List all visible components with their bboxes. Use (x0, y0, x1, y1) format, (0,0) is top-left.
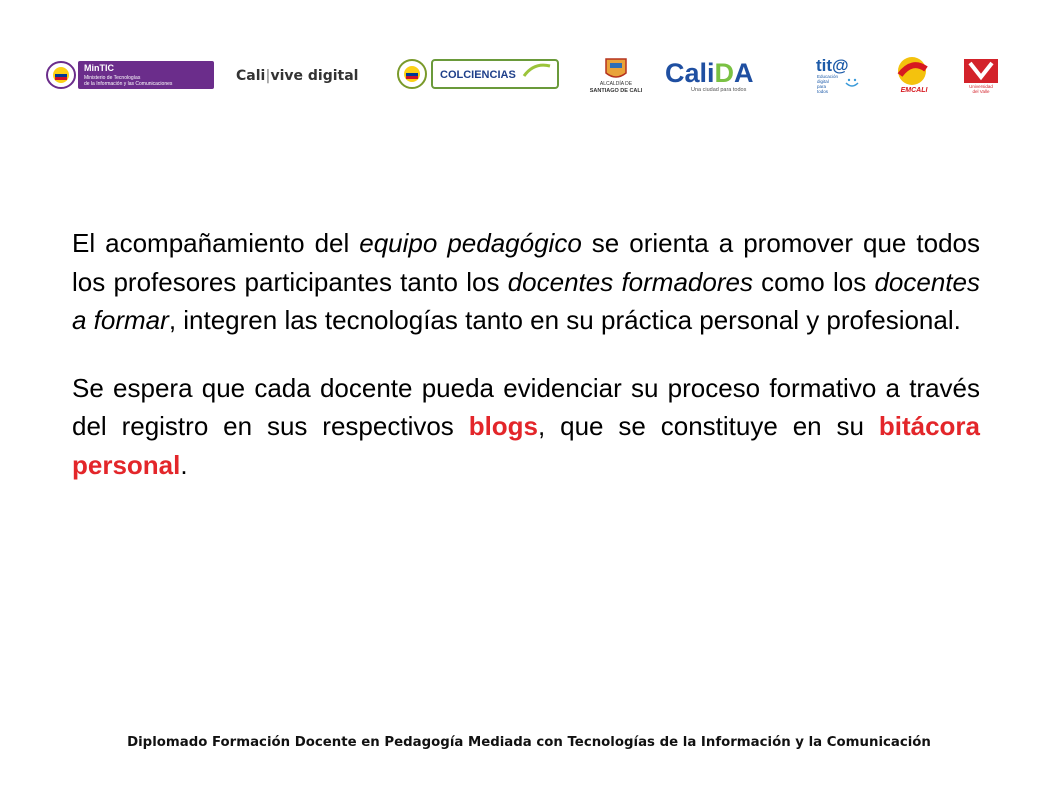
svg-text:Educación: Educación (817, 74, 839, 79)
mintic-line2: Ministerio de Tecnologías (84, 75, 141, 81)
mintic-title: MinTIC (84, 63, 114, 73)
emphasis-equipo-pedagogico: equipo pedagógico (359, 228, 582, 258)
svg-text:Cali|vive digital: Cali|vive digital (236, 68, 359, 84)
svg-text:Universidad: Universidad (969, 84, 993, 89)
logo-bar (0, 0, 1058, 110)
svg-text:SANTIAGO DE CALI: SANTIAGO DE CALI (589, 88, 643, 94)
highlight-bitacora-personal: bitácora personal (72, 411, 980, 480)
svg-text:EMCALI: EMCALI (900, 87, 928, 94)
highlight-blogs: blogs (468, 411, 539, 441)
smile-icon (846, 83, 858, 86)
colciencias-logo (394, 58, 562, 90)
mintic-logo (46, 61, 214, 89)
paragraph-2: Se espera que cada docente pueda evidenciar su proceso formativo a través del registro en sus respectivos blogs, que se constituye en su bitácora personal. (72, 372, 980, 480)
tita-logo (814, 55, 870, 95)
calida-logo (665, 56, 787, 94)
svg-text:Una ciudad para todos: Una ciudad para todos (691, 87, 747, 93)
cali-vive-digital-logo (236, 64, 376, 86)
footer-caption: Diplomado Formación Docente en Pedagogía Mediada con Tecnologías de la Información y la Comunicación (127, 735, 931, 750)
svg-text:tit@: tit@ (816, 56, 849, 75)
paragraph-1: El acompañamiento del equipo pedagógico se orienta a promover que todos los profesores participantes tanto los docentes formadores como los docentes a formar, integren las tecnologías tanto en su práctica personal y profesional. (72, 228, 980, 335)
main-content (72, 224, 980, 484)
svg-text:CaliDA: CaliDA (665, 58, 754, 88)
svg-text:digital: digital (817, 79, 829, 84)
alcaldia-cali-logo (584, 57, 648, 95)
colciencias-text: COLCIENCIAS (440, 69, 516, 81)
svg-text:del Valle: del Valle (972, 89, 990, 94)
emcali-logo (890, 55, 938, 95)
emphasis-docentes-a-formar: docentes a formar (72, 266, 980, 335)
svg-text:todos: todos (817, 89, 829, 94)
emphasis-docentes-formadores: docentes formadores (507, 266, 753, 297)
svg-text:para: para (817, 84, 827, 89)
svg-text:ALCALDÍA DE: ALCALDÍA DE (599, 81, 633, 87)
mintic-line3: de la Información y las Comunicaciones (84, 81, 173, 87)
univalle-logo (962, 57, 1002, 95)
